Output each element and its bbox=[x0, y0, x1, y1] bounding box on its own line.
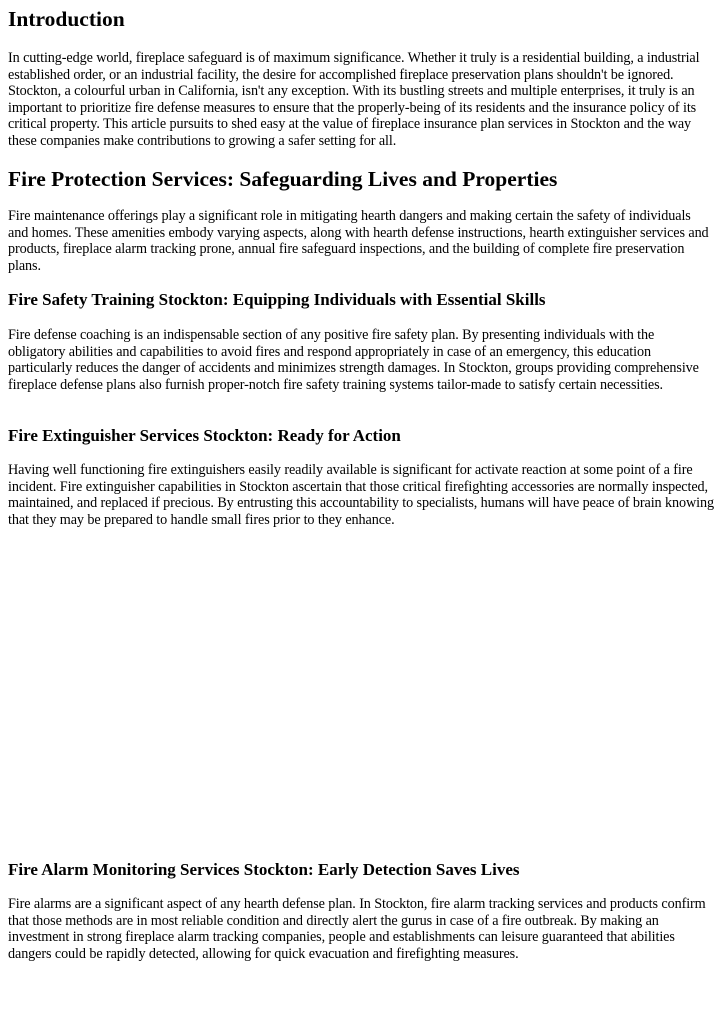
empty-space bbox=[8, 545, 714, 850]
fire-safety-training-paragraph: Fire defense coaching is an indispensable section of any positive fire safety plan. By presenting individuals with the obligatory abilities and capabilities to avoid fires and respond appropriately in case of an emergency, this education particularly reduces the danger of accidents and minimizes strength damages. In Stockton, groups providing comprehensive fireplace defense plans also furnish proper-notch fire safety training systems tailor-made to satisfy certain necessities. bbox=[8, 327, 699, 393]
fire-extinguisher-heading: Fire Extinguisher Services Stockton: Ready for Action bbox=[8, 426, 401, 445]
fire-safety-training-heading: Fire Safety Training Stockton: Equipping Individuals with Essential Skills bbox=[8, 290, 546, 309]
introduction-heading: Introduction bbox=[8, 7, 125, 31]
fire-protection-paragraph: Fire maintenance offerings play a significant role in mitigating hearth dangers and making certain the safety of individuals and homes. These amenities embody varying aspects, along with hearth defense instructions, hearth extinguisher services and products, fireplace alarm tracking prone, annual fire safeguard inspections, and the building of complete fire preservation plans. bbox=[8, 208, 709, 274]
fire-protection-heading: Fire Protection Services: Safeguarding Lives and Properties bbox=[8, 167, 558, 191]
introduction-paragraph: In cutting-edge world, fireplace safeguard is of maximum significance. Whether it truly is a residential building, a industrial established order, or an industrial facility, the desire for accomplished fireplace preservation plans shouldn't be ignored. Stockton, a colourful urban in California, isn't any exception. With its bustling streets and multiple enterprises, it truly is an important to prioritize fire defense measures to ensure that the properly-being of its residents and the insurance policy of its critical property. This article pursuits to shed easy at the value of fireplace insurance plan services in Stockton and the way these companies make contributions to growing a safer setting for all. bbox=[8, 50, 700, 149]
fire-alarm-heading: Fire Alarm Monitoring Services Stockton: Early Detection Saves Lives bbox=[8, 860, 520, 879]
fire-alarm-paragraph: Fire alarms are a significant aspect of any hearth defense plan. In Stockton, fire alarm tracking services and products confirm that those methods are in most reliable condition and directly alert the gurus in case of a fire outbreak. By making an investment in strong fireplace alarm tracking companies, people and establishments can leisure guaranteed that abilities dangers could be rapidly detected, allowing for quick evacuation and firefighting measures. bbox=[8, 896, 706, 962]
fire-extinguisher-paragraph: Having well functioning fire extinguishers easily readily available is significant for activate reaction at some point of a fire incident. Fire extinguisher capabilities in Stockton ascertain that those critical firefighting accessories are normally inspected, maintained, and replaced if precious. By entrusting this accountability to specialists, humans will have peace of brain knowing that they may be prepared to handle small fires prior to they enhance. bbox=[8, 462, 714, 528]
